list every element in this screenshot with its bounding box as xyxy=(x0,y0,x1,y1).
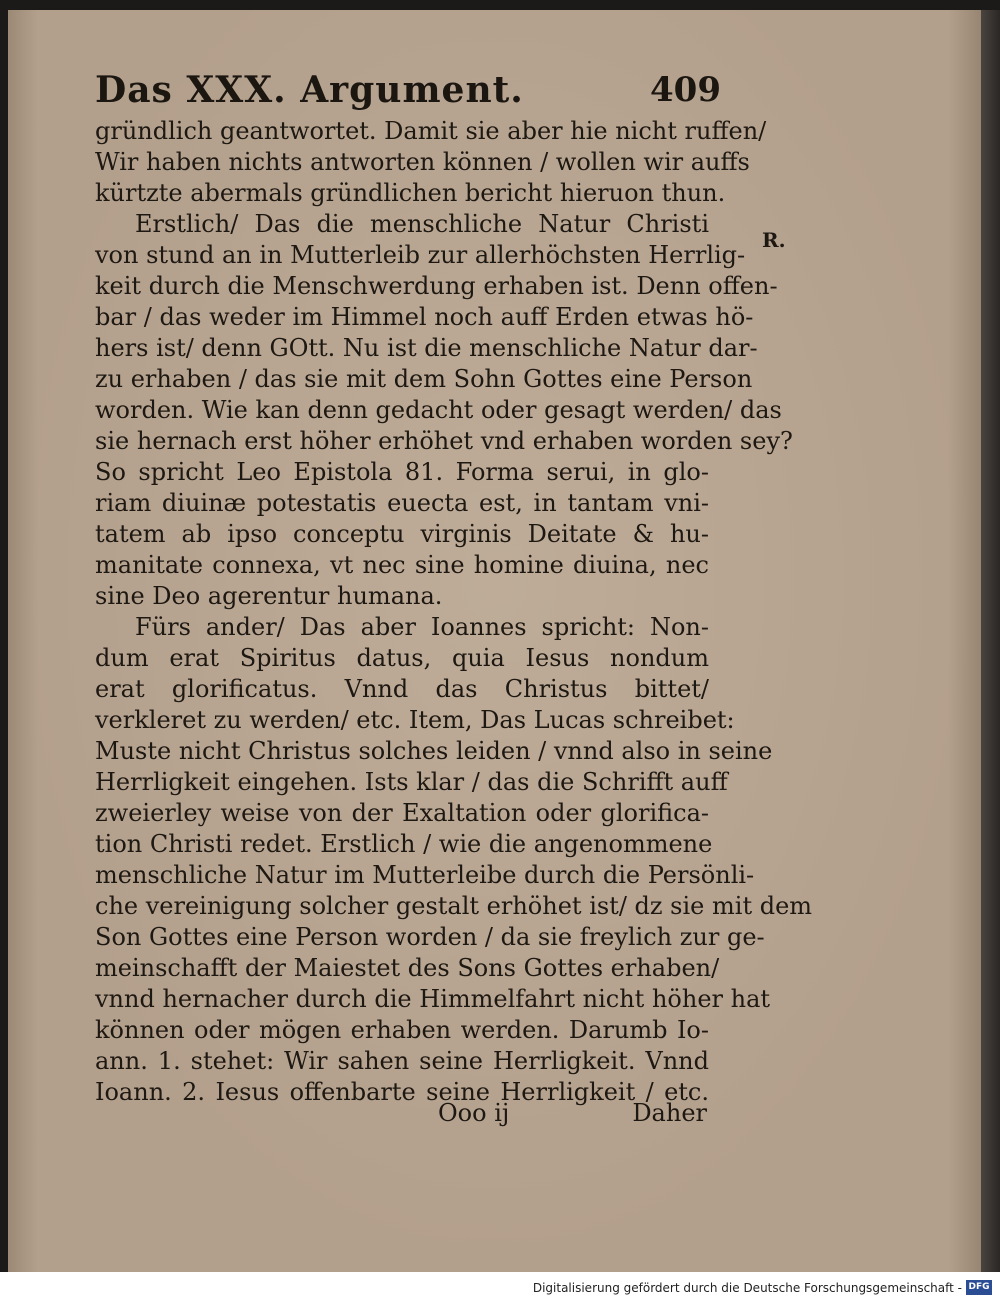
page-edge xyxy=(981,10,1000,1272)
signature-mark: Ooo ij xyxy=(438,1099,510,1127)
text-line: vnnd hernacher durch die Himmelfahrt nicht höher hat xyxy=(95,985,771,1013)
text-line: erat glorificatus. Vnnd das Christus bittet/ xyxy=(95,675,709,703)
text-line: Herrligkeit eingehen. Ists klar / das die Schrifft auff xyxy=(95,768,728,796)
text-line: gründlich geantwortet. Damit sie aber hie nicht ruffen/ xyxy=(95,117,767,145)
text-line: riam diuinæ potestatis euecta est, in tantam vni- xyxy=(95,489,709,517)
text-line: Ioann. 2. Iesus offenbarte seine Herrligkeit / etc. xyxy=(95,1078,709,1106)
running-title: Das XXX. Argument. xyxy=(95,69,524,111)
text-line: verkleret zu werden/ etc. Item, Das Lucas schreibet: xyxy=(95,706,735,734)
catch-line xyxy=(95,1098,709,1129)
text-line: Erstlich/ Das die menschliche Natur Christi xyxy=(135,210,709,238)
text-line: bar / das weder im Himmel noch auff Erden etwas hö- xyxy=(95,303,754,331)
text-line: dum erat Spiritus datus, quia Iesus nondum xyxy=(95,644,709,672)
text-line: Son Gottes eine Person worden / da sie freylich zur ge- xyxy=(95,923,765,951)
text-line: tion Christi redet. Erstlich / wie die angenommene xyxy=(95,830,713,858)
text-line: meinschafft der Maiestet des Sons Gottes erhaben/ xyxy=(95,954,720,982)
text-line: keit durch die Menschwerdung erhaben ist. Denn offen- xyxy=(95,272,778,300)
body-text xyxy=(95,116,813,1108)
text-line: ann. 1. stehet: Wir sahen seine Herrligkeit. Vnnd xyxy=(95,1047,709,1075)
catchword: Daher xyxy=(632,1099,707,1127)
text-line: So spricht Leo Epistola 81. Forma serui, in glo- xyxy=(95,458,709,486)
text-line: von stund an in Mutterleib zur allerhöchsten Herrlig- xyxy=(95,241,746,269)
text-line: Wir haben nichts antworten können / wollen wir auffs xyxy=(95,148,750,176)
text-line: menschliche Natur im Mutterleibe durch die Persönli- xyxy=(95,861,755,889)
dfg-logo-icon: DFG xyxy=(966,1280,992,1295)
footer-bar xyxy=(0,1272,1000,1298)
text-line: manitate connexa, vt nec sine homine diuina, nec xyxy=(95,551,709,579)
text-line: Fürs ander/ Das aber Ioannes spricht: Non- xyxy=(135,613,709,641)
text-line: sine Deo agerentur humana. xyxy=(95,582,443,610)
digitization-credit: Digitalisierung gefördert durch die Deutsche Forschungsgemeinschaft - xyxy=(532,1281,962,1295)
page-number: 409 xyxy=(650,70,721,110)
text-line: hers ist/ denn GOtt. Nu ist die menschliche Natur dar- xyxy=(95,334,758,362)
text-line: tatem ab ipso conceptu virginis Deitate & hu- xyxy=(95,520,709,548)
marginal-note: R. xyxy=(762,228,786,252)
text-line: zu erhaben / das sie mit dem Sohn Gottes eine Person xyxy=(95,365,753,393)
text-line: kürtzte abermals gründlichen bericht hieruon thun. xyxy=(95,179,726,207)
text-line: sie hernach erst höher erhöhet vnd erhaben worden sey? xyxy=(95,427,793,455)
text-line: che vereinigung solcher gestalt erhöhet ist/ dz sie mit dem xyxy=(95,892,813,920)
text-line: zweierley weise von der Exaltation oder glorifica- xyxy=(95,799,709,827)
text-line: worden. Wie kan denn gedacht oder gesagt werden/ das xyxy=(95,396,782,424)
text-line: Muste nicht Christus solches leiden / vnnd also in seine xyxy=(95,737,773,765)
text-line: können oder mögen erhaben werden. Darumb Io- xyxy=(95,1016,709,1044)
